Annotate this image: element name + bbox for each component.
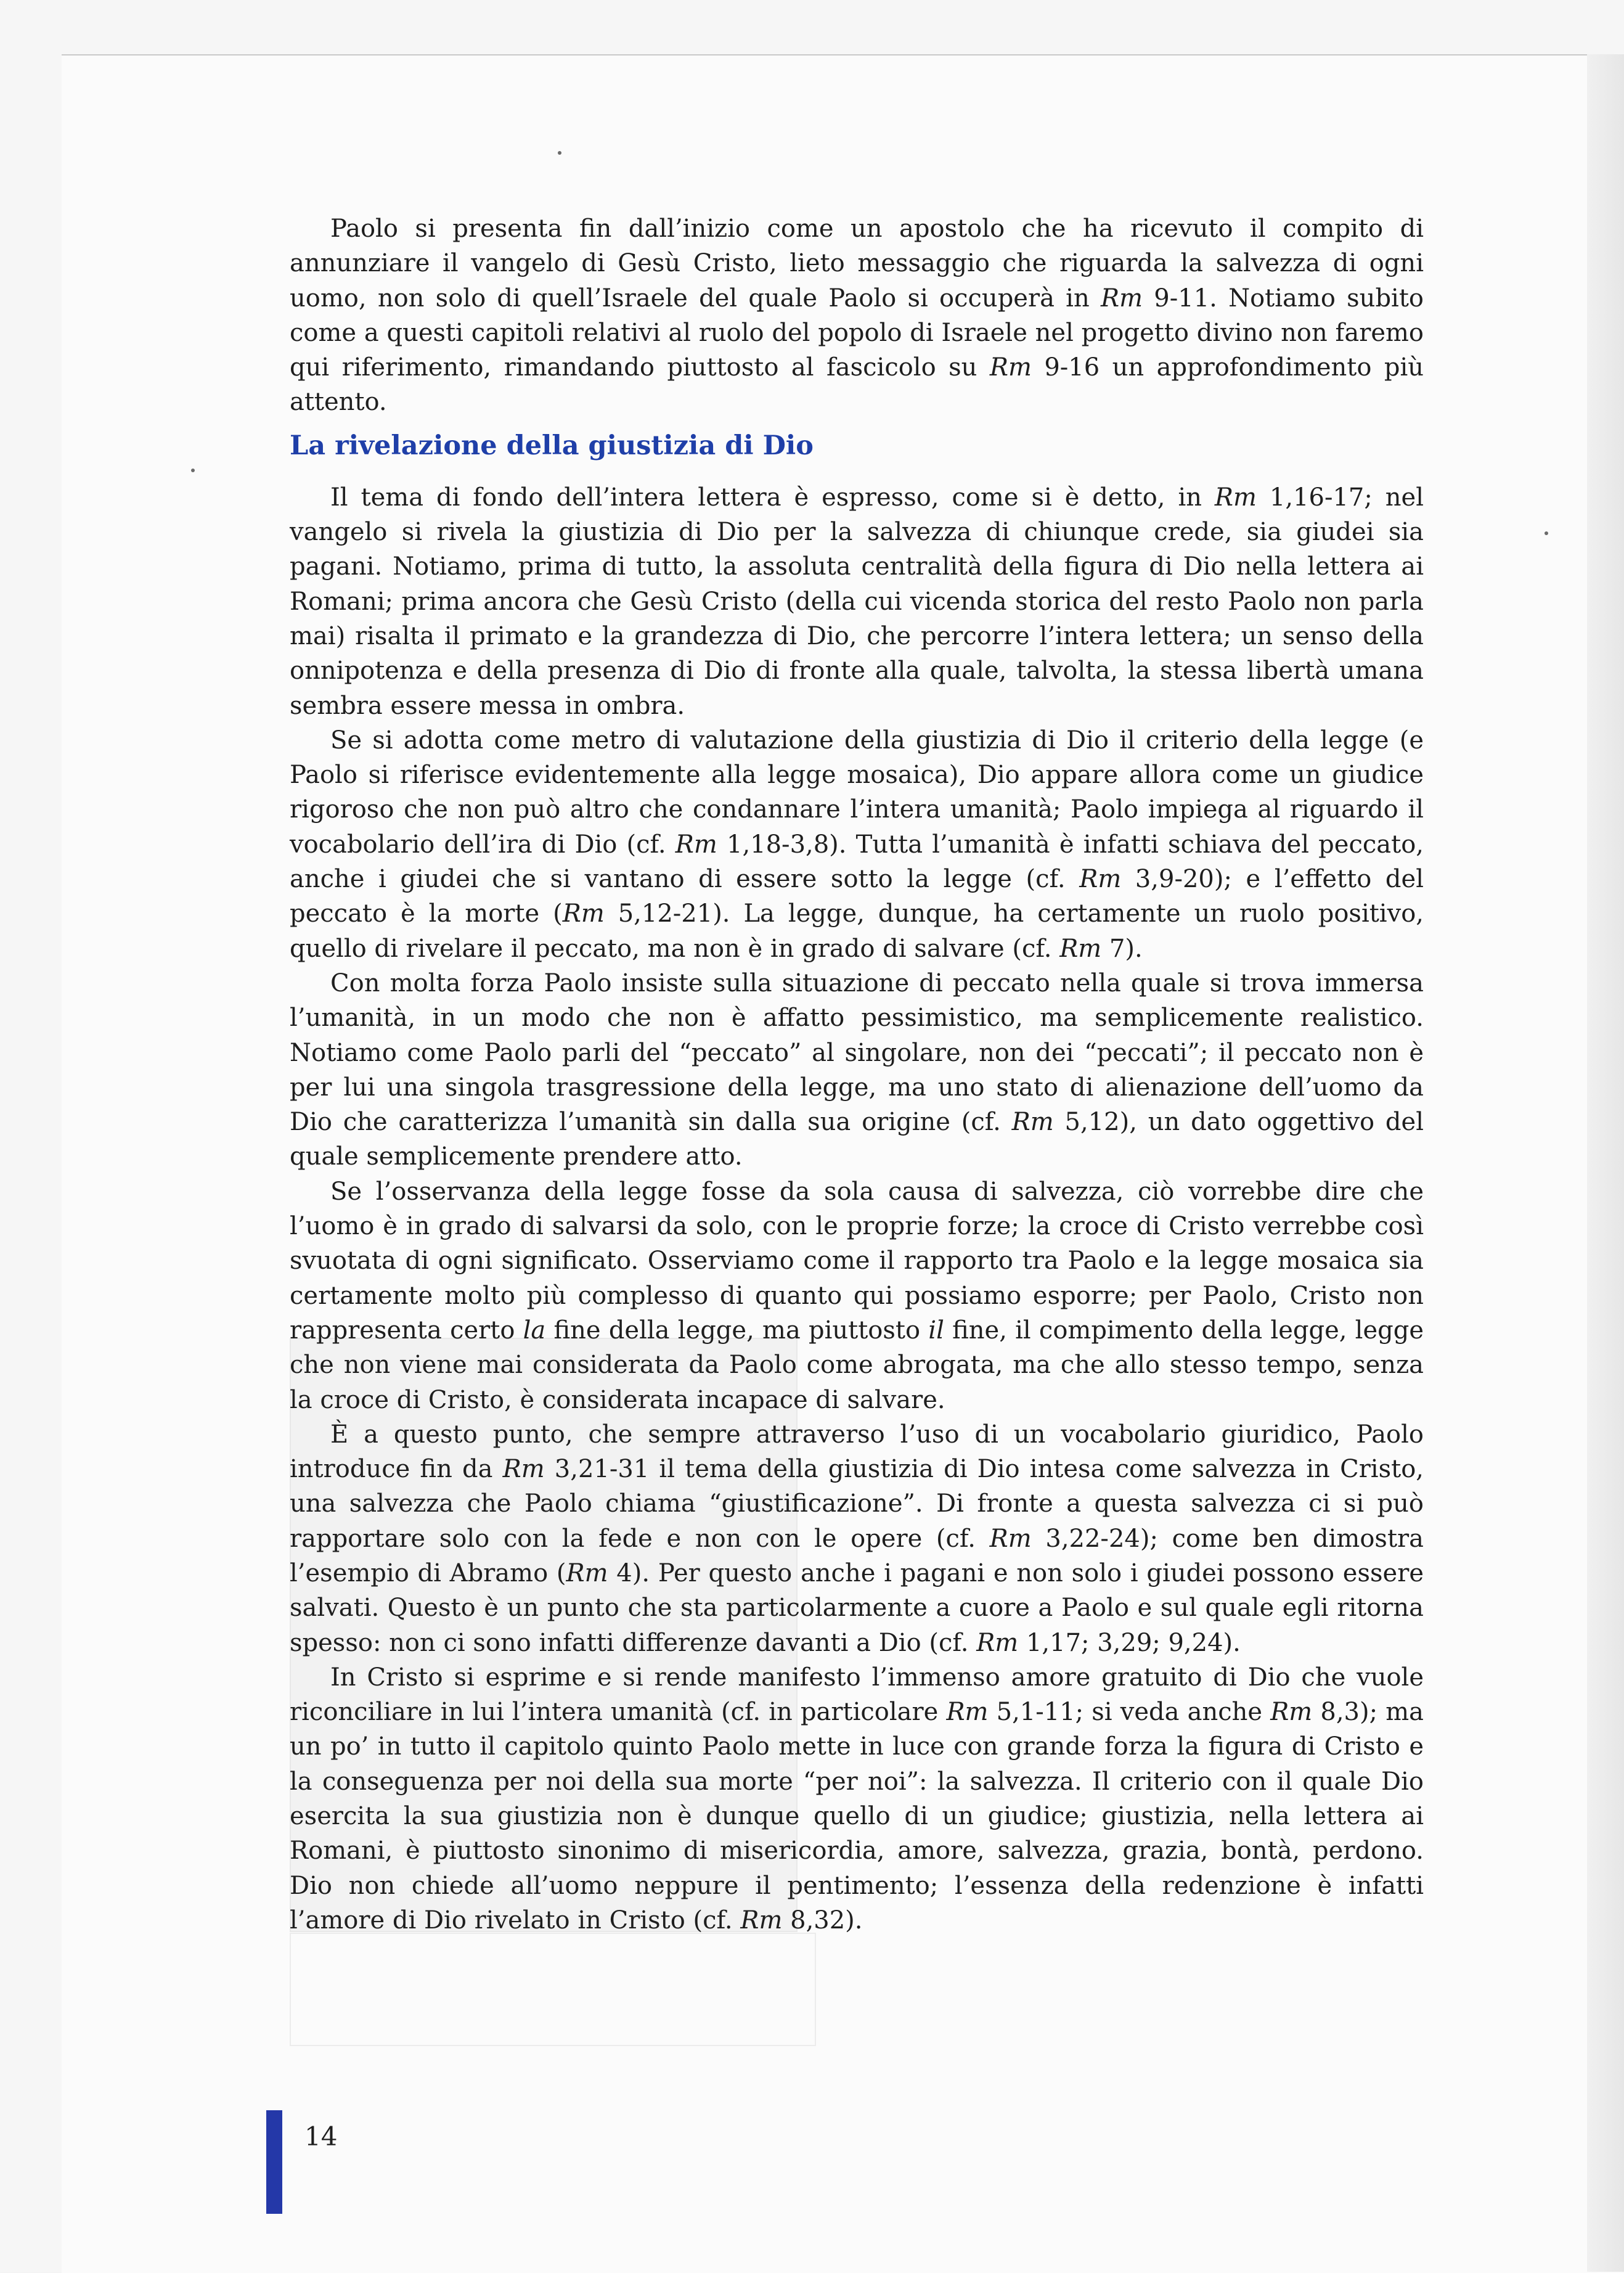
paragraph — [290, 1174, 1424, 1417]
emphasis: il — [928, 1316, 944, 1345]
scripture-ref: Rm — [976, 1628, 1019, 1657]
text-run: 5,1-11; si veda anche — [988, 1698, 1271, 1727]
scripture-ref: Rm — [989, 353, 1032, 382]
text-run: 3,21-31 il tema della giustizia di Dio intesa come salvezza in Cristo, una salvezza che Paolo chiama “giustificazione”. Di fronte a questa salvezza ci si può rapportare solo con la fede e non con le opere (cf. — [290, 1455, 1424, 1553]
paragraph-intro — [290, 211, 1424, 420]
text-run: fine della legge, ma piuttosto — [545, 1316, 929, 1345]
paragraph — [290, 966, 1424, 1174]
page-number: 14 — [304, 2121, 338, 2152]
text-run: fine, il compimento della legge, legge che non viene mai considerata da Paolo come abrogata, ma che allo stesso tempo, senza la croce di Cristo, è considerata incapace di salvare. — [290, 1316, 1424, 1414]
scripture-ref: Rm — [1214, 483, 1257, 512]
text-run: 8,3); ma un po’ in tutto il capitolo quinto Paolo mette in luce con grande forza la figura di Cristo e la conseguenza per noi della sua morte “per noi”: la salvezza. Il criterio con il quale Dio esercita la sua giustizia non è dunque quello di un giudice; giustizia, nella lettera ai Romani, è piuttosto sinonimo di misericordia, amore, salvezza, grazia, bontà, perdono. Dio non chiede all’uomo neppure il pentimento; l’essenza della redenzione è infatti l’amore di Dio rivelato in Cristo (cf. — [290, 1698, 1424, 1935]
text-run: 3,22-24); come ben dimostra l’esempio di Abramo ( — [290, 1524, 1424, 1587]
text-run: 9-16 un approfondimento più attento. — [290, 353, 1424, 417]
scripture-ref: Rm — [1270, 1698, 1313, 1727]
scripture-ref: Rm — [502, 1455, 545, 1484]
scripture-ref: Rm — [946, 1698, 989, 1727]
text-run: 5,12), un dato oggettivo del quale semplicemente prendere atto. — [290, 1108, 1424, 1171]
section-heading: La rivelazione della giustizia di Dio — [290, 430, 814, 461]
text-run: Se l’osservanza della legge fosse da sola causa di salvezza, ciò vorrebbe dire che l’uomo è in grado di salvarsi da solo, con le proprie forze; la croce di Cristo verrebbe così svuotata di ogni significato. Osserviamo come il rapporto tra Paolo e la legge mosaica sia certamente molto più complesso di quanto qui possiamo esporre; per Paolo, Cristo non rappresenta certo — [290, 1177, 1424, 1345]
article-body — [290, 211, 1424, 1938]
text-run: Paolo si presenta fin dall’inizio come un apostolo che ha ricevuto il compito di annunziare il vangelo di Gesù Cristo, lieto messaggio che riguarda la salvezza di ogni uomo, non solo di quell’Israele del quale Paolo si occuperà in — [290, 215, 1424, 313]
scan-speck — [191, 469, 195, 472]
paragraph — [290, 1660, 1424, 1938]
text-run: Il tema di fondo dell’intera lettera è espresso, come si è detto, in — [330, 483, 1215, 512]
scripture-ref: Rm — [562, 899, 605, 928]
text-run: Con molta forza Paolo insiste sulla situazione di peccato nella quale si trova immersa l’umanità, in un modo che non è affatto pessimistico, ma semplicemente realistico. Notiamo come Paolo parli del “peccato” al singolare, non dei “peccati”; il peccato non è per lui una singola trasgressione della legge, ma uno stato di alienazione dell’uomo da Dio che caratterizza l’umanità sin dalla sua origine (cf. — [290, 969, 1424, 1137]
emphasis: la — [523, 1316, 546, 1345]
scripture-ref: Rm — [675, 830, 717, 859]
paragraph — [290, 1417, 1424, 1660]
text-run: Se si adotta come metro di valutazione della giustizia di Dio il criterio della legge (e Paolo si riferisce evidentemente alla legge mosaica), Dio appare allora come un giudice rigoroso che non può altro che condannare l’intera umanità; Paolo impiega al riguardo il vocabolario dell’ira di Dio (cf. — [290, 726, 1424, 859]
scripture-ref: Rm — [1059, 934, 1102, 963]
text-run: È a questo punto, che sempre attraverso l’uso di un vocabolario giuridico, Paolo introduce fin da — [290, 1420, 1424, 1484]
scripture-ref: Rm — [989, 1524, 1032, 1553]
scripture-ref: Rm — [1100, 284, 1143, 313]
text-run: 4). Per questo anche i pagani e non solo i giudei possono essere salvati. Questo è un punto che sta particolarmente a cuore a Paolo e sul quale egli ritorna spesso: non ci sono infatti differenze davanti a Dio (cf. — [290, 1558, 1424, 1657]
text-run: 9-11. Notiamo subito come a questi capitoli relativi al ruolo del popolo di Israele nel progetto divino non faremo qui riferimento, rimandando piuttosto al fascicolo su — [290, 284, 1424, 382]
text-run: 1,17; 3,29; 9,24). — [1018, 1628, 1241, 1657]
text-run: 1,18-3,8). Tutta l’umanità è infatti schiava del peccato, anche i giudei che si vantano di essere sotto la legge (cf. — [290, 830, 1424, 894]
paragraph — [290, 480, 1424, 723]
text-run: 3,9-20); e l’effetto del peccato è la morte ( — [290, 865, 1424, 928]
page-number-bar — [266, 2110, 282, 2214]
text-run: 7). — [1101, 934, 1143, 963]
text-run: 1,16-17; nel vangelo si rivela la giustizia di Dio per la salvezza di chiunque crede, sia giudei sia pagani. Notiamo, prima di tutto, la assoluta centralità della figura di Dio nella lettera ai Romani; prima ancora che Gesù Cristo (della cui vicenda storica del resto Paolo non parla mai) risalta il primato e la grandezza di Dio, che percorre l’intera lettera; un senso della onnipotenza e della presenza di Dio di fronte alla quale, talvolta, la stessa libertà umana sembra essere messa in ombra. — [290, 483, 1424, 720]
scripture-ref: Rm — [1079, 865, 1122, 894]
scripture-ref: Rm — [740, 1906, 783, 1935]
text-run: 8,32). — [782, 1906, 863, 1935]
scan-speck — [1544, 531, 1548, 535]
scripture-ref: Rm — [1011, 1108, 1054, 1137]
scan-speck — [558, 151, 561, 155]
text-run: 5,12-21). La legge, dunque, ha certamente un ruolo positivo, quello di rivelare il peccato, ma non è in grado di salvare (cf. — [290, 899, 1424, 963]
page-edge-shadow — [1587, 54, 1624, 2272]
scripture-ref: Rm — [566, 1558, 608, 1587]
text-run: In Cristo si esprime e si rende manifesto l’immenso amore gratuito di Dio che vuole riconciliare in lui l’intera umanità (cf. in particolare — [290, 1663, 1424, 1727]
show-through-caption-box — [290, 1933, 816, 2046]
paragraph — [290, 723, 1424, 966]
